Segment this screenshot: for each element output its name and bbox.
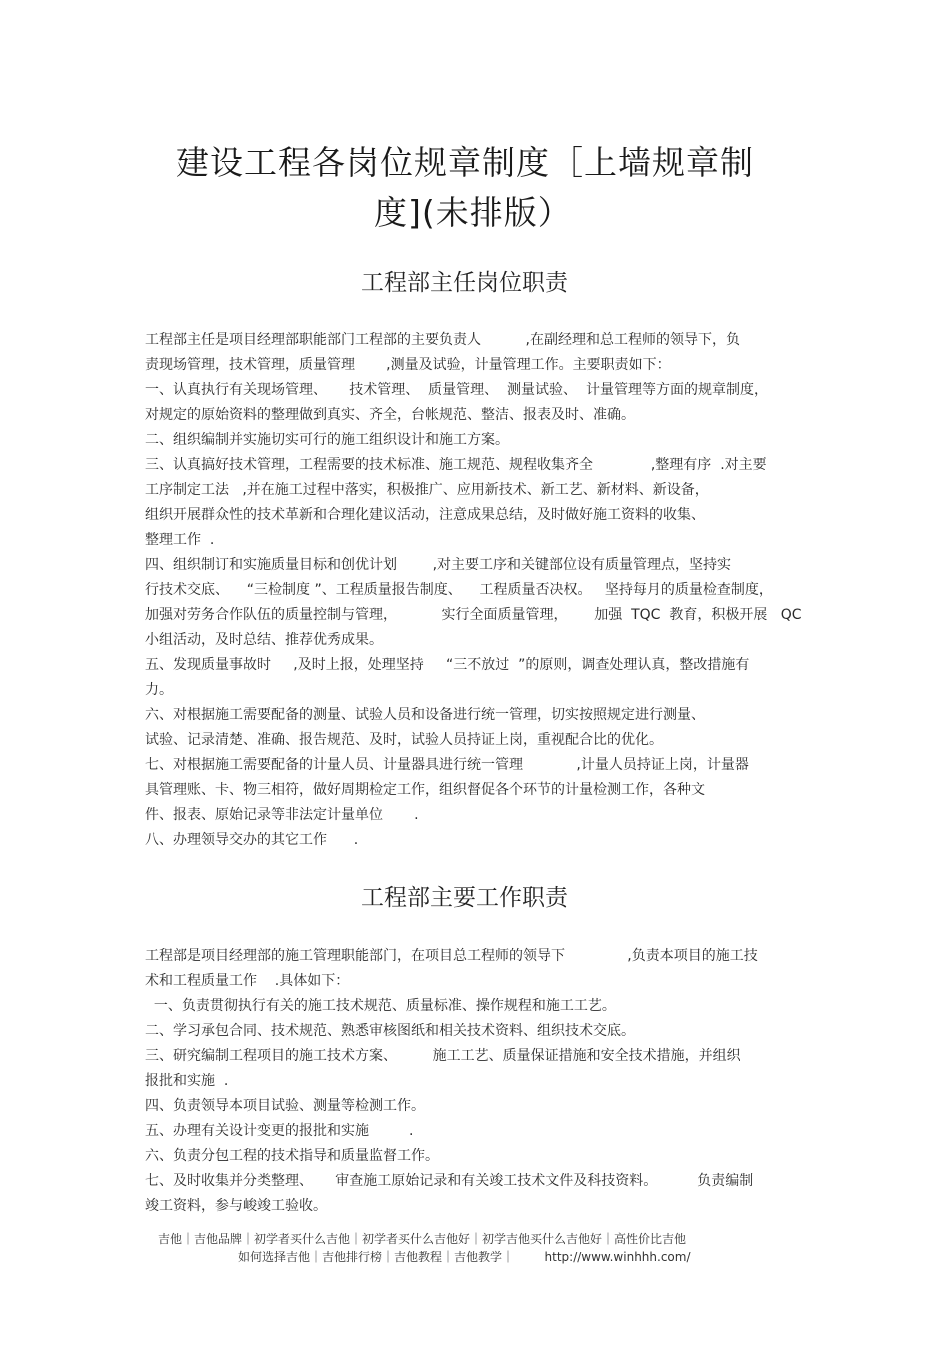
paragraph-line: 对规定的原始资料的整理做到真实、齐全，台帐规范、整洁、报表及时、准确。 [145, 407, 635, 423]
footer-links-line-1[interactable]: 吉他｜吉他品牌｜初学者买什么吉他｜初学者买什么吉他好｜初学吉他买什么吉他好｜高性价比吉他 [158, 1232, 687, 1246]
paragraph-line: 二、组织编制并实施切实可行的施工组织设计和施工方案。 [145, 432, 509, 448]
paragraph-line: 工程部是项目经理部的施工管理职能部门，在项目总工程师的领导下 ,负责本项目的施工技 [145, 948, 758, 964]
paragraph-line: 四、组织制订和实施质量目标和创优计划 ,对主要工序和关键部位设有质量管理点，坚持实 [145, 557, 732, 573]
paragraph-line: 竣工资料，参与峻竣工验收。 [145, 1198, 327, 1214]
paragraph-line: 一、负责贯彻执行有关的施工技术规范、质量标准、操作规程和施工工艺。 [145, 998, 616, 1014]
paragraph-line: 四、负责领导本项目试验、测量等检测工作。 [145, 1098, 425, 1114]
paragraph-line: 六、负责分包工程的技术指导和质量监督工作。 [145, 1148, 439, 1164]
paragraph-line: 五、办理有关设计变更的报批和实施 . [145, 1123, 414, 1139]
section-heading-duties: 工程部主要工作职责 [361, 885, 568, 911]
section-heading-director: 工程部主任岗位职责 [361, 270, 568, 296]
paragraph-line: 行技术交底、 “三检制度 ”、工程质量报告制度、 工程质量否决权。 坚持每月的质量检查制度， [145, 582, 773, 598]
paragraph-line: 七、对根据施工需要配备的计量人员、计量器具进行统一管理 ,计量人员持证上岗，计量器 [145, 757, 749, 773]
paragraph-line: 二、学习承包合同、技术规范、熟悉审核图纸和相关技术资料、组织技术交底。 [145, 1023, 635, 1039]
document-title-line-2: 度](未排版） [374, 193, 572, 232]
footer-links-line-2[interactable]: 如何选择吉他｜吉他排行榜｜吉他教程｜吉他教学｜ http://www.winhhh.com/ [238, 1250, 691, 1264]
paragraph-line: 七、及时收集并分类整理、 审查施工原始记录和有关竣工技术文件及科技资料。 负责编制 [145, 1173, 754, 1189]
paragraph-line: 三、研究编制工程项目的施工技术方案、 施工工艺、质量保证措施和安全技术措施，并组织 [145, 1048, 741, 1064]
paragraph-line: 试验、记录清楚、准确、报告规范、及时，试验人员持证上岗，重视配合比的优化。 [145, 732, 663, 748]
paragraph-line: 一、认真执行有关现场管理、 技术管理、 质量管理、 测量试验、 计量管理等方面的规章制度， [145, 382, 768, 398]
paragraph-line: 力。 [145, 682, 173, 698]
paragraph-line: 五、发现质量事故时 ,及时上报，处理坚持 “三不放过 ”的原则，调查处理认真，整改措施有 [145, 657, 750, 673]
paragraph-line: 小组活动，及时总结、推荐优秀成果。 [145, 632, 383, 648]
paragraph-line: 件、报表、原始记录等非法定计量单位 . [145, 807, 419, 823]
paragraph-line: 三、认真搞好技术管理，工程需要的技术标准、施工规范、规程收集齐全 ,整理有序 .对主要 [145, 457, 767, 473]
paragraph-line: 组织开展群众性的技术革新和合理化建议活动，注意成果总结，及时做好施工资料的收集、 [145, 507, 705, 523]
paragraph-line: 加强对劳务合作队伍的质量控制与管理， 实行全面质量管理， 加强 TQC 教育，积极开展 QC [145, 607, 802, 623]
paragraph-line: 六、对根据施工需要配备的测量、试验人员和设备进行统一管理，切实按照规定进行测量、 [145, 707, 705, 723]
paragraph-line: 具管理账、卡、物三相符，做好周期检定工作，组织督促各个环节的计量检测工作，各种文 [145, 782, 705, 798]
paragraph-line: 整理工作 . [145, 532, 215, 548]
paragraph-line: 工程部主任是项目经理部职能部门工程部的主要负责人 ,在副经理和总工程师的领导下，负 [145, 332, 740, 348]
paragraph-line: 术和工程质量工作 .具体如下： [145, 973, 350, 989]
paragraph-line: 责现场管理，技术管理，质量管理 ,测量及试验，计量管理工作。主要职责如下： [145, 357, 671, 373]
paragraph-line: 八、办理领导交办的其它工作 . [145, 832, 359, 848]
paragraph-line: 报批和实施 . [145, 1073, 229, 1089]
document-title-line-1: 建设工程各岗位规章制度［上墙规章制 [176, 143, 754, 182]
paragraph-line: 工序制定工法 ,并在施工过程中落实，积极推广、应用新技术、新工艺、新材料、新设备， [145, 482, 709, 498]
